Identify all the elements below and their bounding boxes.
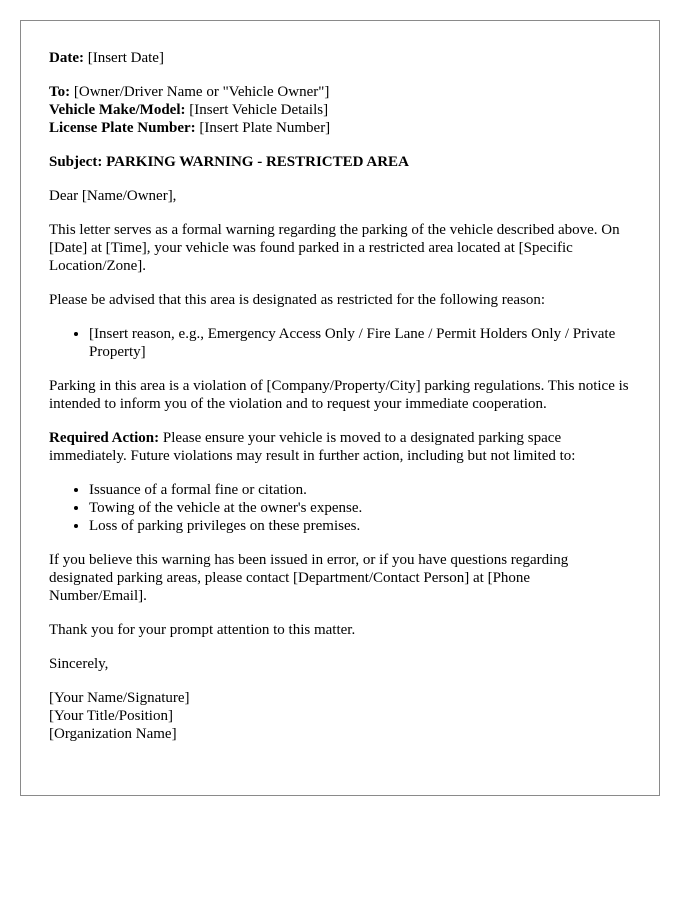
salutation: Dear [Name/Owner], (49, 188, 177, 204)
list-item: • Loss of parking privileges on these premises. (89, 517, 631, 535)
subject-line (49, 153, 631, 171)
required-action-label: Required Action: (49, 430, 160, 446)
signature-name: [Your Name/Signature] (49, 690, 190, 706)
signature-organization: [Organization Name] (49, 726, 177, 742)
paragraph-regulations: Parking in this area is a violation of [Company/Property/City] parking regulations. This notice is intended to inform you of the violation and to request your immediate cooperation. (49, 378, 629, 412)
reason-list (49, 325, 631, 361)
date-line (49, 49, 631, 67)
subject-label: Subject: (49, 154, 103, 170)
paragraph-contact: If you believe this warning has been issued in error, or if you have questions regarding designated parking areas, please contact [Department/Contact Person] at [Phone Number/Email]. (49, 552, 569, 604)
to-label: To: (49, 84, 71, 100)
vehicle-value: [Insert Vehicle Details] (185, 102, 329, 118)
plate-line (49, 119, 631, 137)
list-item: • [Insert reason, e.g., Emergency Access Only / Fire Lane / Permit Holders Only / Private Property] (89, 325, 631, 361)
closing: Sincerely, (49, 656, 109, 672)
vehicle-line (49, 101, 631, 119)
signature-block (49, 689, 631, 743)
subject-value: PARKING WARNING - RESTRICTED AREA (102, 154, 409, 170)
to-value: [Owner/Driver Name or "Vehicle Owner"] (70, 84, 330, 100)
paragraph-thanks: Thank you for your prompt attention to this matter. (49, 622, 356, 638)
required-action-paragraph (49, 429, 631, 465)
vehicle-label: Vehicle Make/Model: (49, 102, 186, 118)
consequence-list (49, 481, 631, 535)
date-label: Date: (49, 50, 84, 66)
warning-letter (20, 20, 660, 796)
date-value: [Insert Date] (83, 50, 164, 66)
list-item: • Towing of the vehicle at the owner's expense. (89, 499, 631, 517)
paragraph-reason-intro: Please be advised that this area is designated as restricted for the following reason: (49, 292, 546, 308)
plate-value: [Insert Plate Number] (195, 120, 331, 136)
paragraph-violation: This letter serves as a formal warning regarding the parking of the vehicle described above. On [Date] at [Time], your vehicle was found parked in a restricted area located at [Specific Location/Zone]. (49, 222, 620, 274)
plate-label: License Plate Number: (49, 120, 196, 136)
list-item: • Issuance of a formal fine or citation. (89, 481, 631, 499)
signature-title: [Your Title/Position] (49, 708, 173, 724)
recipient-block (49, 83, 631, 137)
to-line (49, 83, 631, 101)
required-action-text: Please ensure your vehicle is moved to a designated parking space immediately. Future violations may result in further action, including but not limited to: (49, 430, 576, 464)
